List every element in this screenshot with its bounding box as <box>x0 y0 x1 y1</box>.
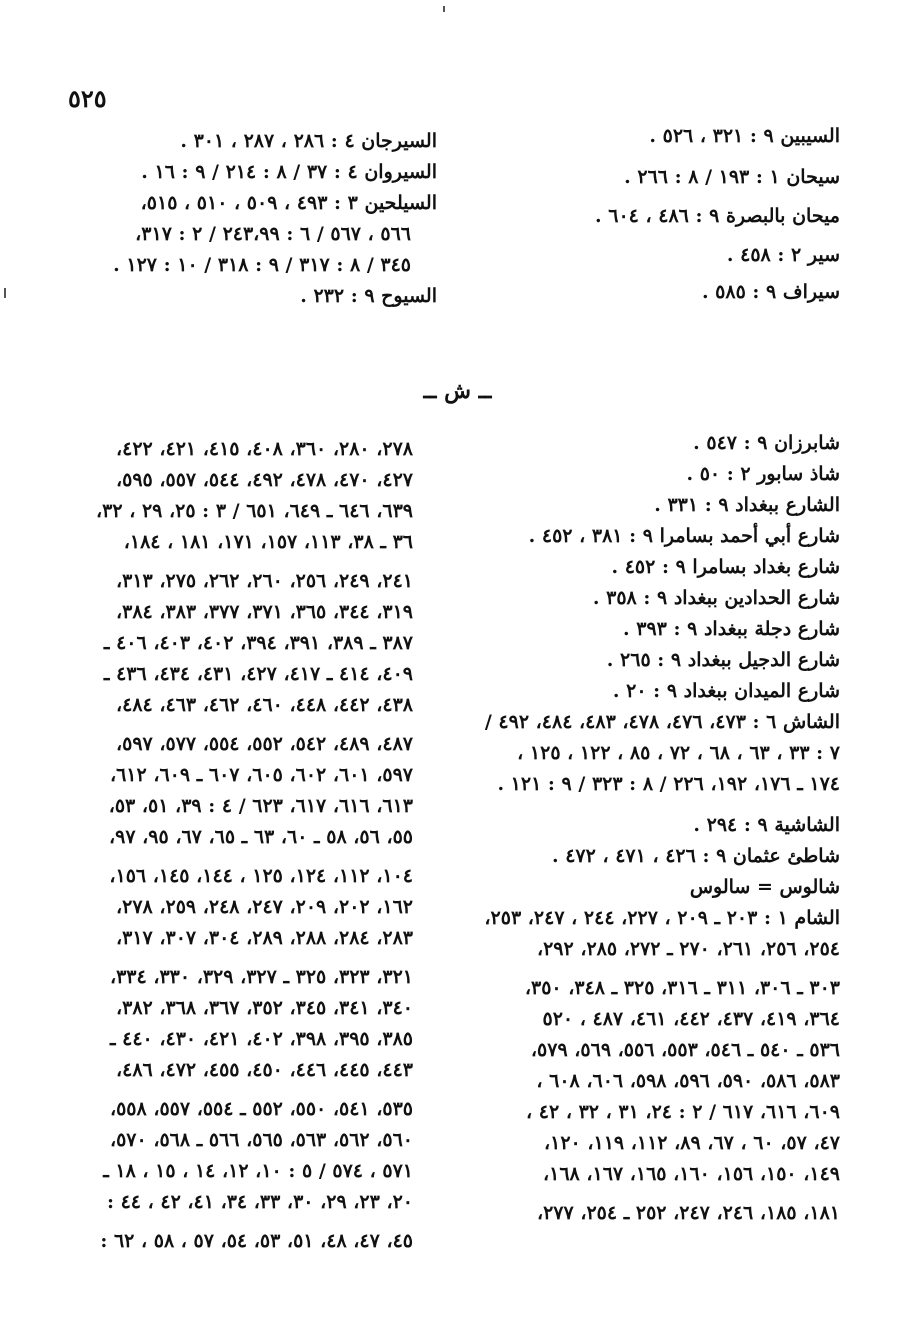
index-entry: شارع الحدادين ببغداد ٩ : ٣٥٨ . <box>592 587 840 609</box>
index-entry: السيبين ٩ : ٣٢١ ، ٥٢٦ . <box>649 125 840 147</box>
index-entry-continuation: ٥٣٦ ـ ٥٤٠ ـ ٥٤٦، ٥٥٣، ٥٥٦، ٥٦٩، ٥٧٩، <box>530 1039 840 1061</box>
index-entry-continuation: ٣٦٤، ٤١٩، ٤٣٧، ٤٤٢، ٤٦١، ٤٨٧ ، ٥٢٠ <box>542 1008 840 1030</box>
index-entry-continuation: ٢٠، ٢٣، ٢٩، ٣٠، ٣٣، ٣٤، ٤١، ٤٢ ، ٤٤ : <box>106 1191 413 1213</box>
index-entry: شارع الميدان ببغداد ٩ : ٢٠ . <box>612 680 840 702</box>
index-entry: شارع أبي أحمد بسامرا ٩ : ٣٨١ ، ٤٥٢ . <box>528 525 840 547</box>
index-entry-continuation: ١٤٩، ١٥٠، ١٥٦، ١٦٠، ١٦٥، ١٦٧، ١٦٨، <box>542 1163 840 1185</box>
index-entry-continuation: ٢٧٨، ٢٨٠، ٣٦٠، ٤٠٨، ٤١٥، ٤٢١، ٤٢٢، <box>115 438 413 460</box>
top-left-column <box>77 126 437 312</box>
index-entry-continuation: ١٦٢، ٢٠٢، ٢٠٩، ٢٤٧، ٢٤٨، ٢٥٩، ٢٧٨، <box>115 896 413 918</box>
scan-mark <box>443 6 445 12</box>
index-entry-continuation: ١٨١، ١٨٥، ٢٤٦، ٢٤٧، ٢٥٢ ـ ٢٥٤، ٢٧٧، <box>536 1202 840 1224</box>
index-entry-continuation: ٢٥٤، ٢٥٦، ٢٦١، ٢٧٠ ـ ٢٧٢، ٢٨٥، ٢٩٢، <box>536 938 840 960</box>
index-entry-continuation: ٣٦ ـ ٣٨، ١١٣، ١٥٧، ١٧١، ١٨١ ، ١٨٤، <box>123 531 413 553</box>
index-entry-continuation: ٥٨٣، ٥٨٦، ٥٩٠، ٥٩٦، ٥٩٨، ٦٠٦، ٦٠٨ ، <box>536 1070 840 1092</box>
index-entry-continuation: ٣٨٧ ـ ٣٨٩، ٣٩١، ٣٩٤، ٤٠٢، ٤٠٣، ٤٠٦ ـ <box>103 632 413 654</box>
index-entry-continuation: ٢٨٣، ٢٨٤، ٢٨٨، ٢٨٩، ٣٠٤، ٣٠٧، ٣١٧، <box>115 927 413 949</box>
index-entry-continuation: ٢٤١، ٢٤٩، ٢٥٦، ٢٦٠، ٢٦٢، ٢٧٥، ٣١٣، <box>115 570 413 592</box>
page-number: ٥٢٥ <box>68 84 107 113</box>
index-entry: السيروان ٤ : ٣٧ / ٨ : ٢١٤ / ٩ : ١٦ . <box>141 161 437 183</box>
index-entry-continuation: ٧ : ٣٣ ، ٦٣ ، ٦٨ ، ٧٢ ، ٨٥ ، ١٢٢ ، ١٢٥ ، <box>517 742 840 764</box>
index-entry: شارع دجلة ببغداد ٩ : ٣٩٣ . <box>623 618 840 640</box>
index-entry-continuation: ٦٠٩، ٦١٦، ٦١٧ / ٢ : ٢٤، ٣١ ، ٣٢ ، ٤٢ ، <box>526 1101 840 1123</box>
index-entry: الشارع ببغداد ٩ : ٣٣١ . <box>654 494 840 516</box>
index-entry-continuation: ٤٠٩، ٤١٤ ـ ٤١٧، ٤٢٧، ٤٣١، ٤٣٤، ٤٣٦ ـ <box>103 663 413 685</box>
index-entry-continuation: ٤٥، ٤٧، ٤٨، ٥١، ٥٣، ٥٤، ٥٧ ، ٥٨ ، ٦٢ : <box>100 1230 413 1252</box>
index-entry: ميحان بالبصرة ٩ : ٤٨٦ ، ٦٠٤ . <box>595 205 840 227</box>
index-entry-continuation: ٣٠٣ ـ ٣٠٦، ٣١١ ـ ٣١٦، ٣٢٥ ـ ٣٤٨، ٣٥٠، <box>524 977 840 999</box>
index-entry: شاذ سابور ٢ : ٥٠ . <box>686 463 840 485</box>
index-entry-continuation: ٥٥، ٥٦، ٥٨ ـ ٦٠، ٦٣ ـ ٦٥، ٦٧، ٩٥، ٩٧، <box>108 826 413 848</box>
index-entry: سيراف ٩ : ٥٨٥ . <box>701 281 840 303</box>
index-entry: شاطئ عثمان ٩ : ٤٢٦ ، ٤٧١ ، ٤٧٢ . <box>551 845 840 867</box>
index-entry-continuation: ٥٧١ ، ٥٧٤ / ٥ : ١٠، ١٢، ١٤ ، ١٥ ، ١٨ ـ <box>103 1160 413 1182</box>
scan-mark <box>4 288 6 298</box>
index-entry-continuation: ٣٤٥ / ٨ : ٣١٧ / ٩ : ٣١٨ / ١٠ : ١٢٧ . <box>113 254 411 276</box>
index-entry-continuation: ٣٢١، ٣٢٣، ٣٢٥ ـ ٣٢٧، ٣٢٩، ٣٣٠، ٣٣٤، <box>109 966 413 988</box>
index-entry: شارع الدجيل ببغداد ٩ : ٢٦٥ . <box>606 649 840 671</box>
index-entry-continuation: ٥٣٥، ٥٤١، ٥٥٠، ٥٥٢ ـ ٥٥٤، ٥٥٧، ٥٥٨، <box>109 1098 413 1120</box>
index-entry: سير ٢ : ٤٥٨ . <box>726 244 840 266</box>
index-entry-continuation: ٣٤٠، ٣٤١، ٣٤٥، ٣٥٢، ٣٦٧، ٣٦٨، ٣٨٢، <box>115 997 413 1019</box>
index-entry-continuation: ٤٤٣، ٤٤٥، ٤٤٦، ٤٥٠، ٤٥٥، ٤٧٢، ٤٨٦، <box>115 1059 413 1081</box>
index-entry: شالوس = سالوس <box>689 876 840 898</box>
index-entry-continuation: ٤٧، ٥٧، ٦٠ ، ٦٧، ٨٩، ١١٢، ١١٩، ١٢٠، <box>544 1132 840 1154</box>
index-entry: الشاشية ٩ : ٢٩٤ . <box>693 814 840 836</box>
index-entry-continuation: ٤٨٧، ٤٨٩، ٥٤٢، ٥٥٢، ٥٥٤، ٥٧٧، ٥٩٧، <box>115 733 413 755</box>
index-entry-continuation: ٤٢٧، ٤٧٠، ٤٧٨، ٤٩٢، ٥٤٤، ٥٥٧، ٥٩٥، <box>115 469 413 491</box>
index-entry-continuation: ٦٣٩، ٦٤٦ ـ ٦٤٩، ٦٥١ / ٣ : ٢٥، ٢٩ ، ٣٢، <box>96 500 413 522</box>
index-entry: السيوح ٩ : ٢٣٢ . <box>300 285 437 307</box>
index-entry: السيرجان ٤ : ٢٨٦ ، ٢٨٧ ، ٣٠١ . <box>180 130 437 152</box>
index-entry: شارع بغداد بسامرا ٩ : ٤٥٢ . <box>611 556 840 578</box>
index-entry-continuation: ٣١٩، ٣٤٤، ٣٦٥، ٣٧١، ٣٧٧، ٣٨٣، ٣٨٤، <box>115 601 413 623</box>
bottom-right-column <box>480 428 840 1229</box>
index-entry: السيلحين ٣ : ٤٩٣ ، ٥٠٩ ، ٥١٠ ، ٥١٥، <box>140 192 437 214</box>
index-entry: الشاش ٦ : ٤٧٣، ٤٧٦، ٤٧٨، ٤٨٣، ٤٨٤، ٤٩٢ / <box>484 711 840 733</box>
index-entry-continuation: ٦١٣، ٦١٦، ٦١٧، ٦٢٣ / ٤ : ٣٩، ٥١، ٥٣، <box>108 795 413 817</box>
index-entry-continuation: ٥٦٦ ، ٥٦٧ / ٦ : ٢٤٣،٩٩ / ٢ : ٣١٧، <box>135 223 411 245</box>
index-entry: الشام ١ : ٢٠٣ ـ ٢٠٩ ، ٢٢٧، ٢٤٤ ، ٢٤٧، ٢٥٣، <box>484 907 840 929</box>
index-entry: شابرزان ٩ : ٥٤٧ . <box>693 432 840 454</box>
index-entry-continuation: ١٧٤ ـ ١٧٦، ١٩٢، ٢٢٦ / ٨ : ٣٢٣ / ٩ : ١٢١ . <box>497 773 840 795</box>
index-entry-continuation: ٥٦٠، ٥٦٢، ٥٦٣، ٥٦٥، ٥٦٦ ـ ٥٦٨، ٥٧٠، <box>109 1129 413 1151</box>
index-entry-continuation: ٥٩٧، ٦٠١، ٦٠٢، ٦٠٥، ٦٠٧ ـ ٦٠٩، ٦١٢، <box>109 764 413 786</box>
index-entry-continuation: ١٠٤، ١١٢، ١٢٤، ١٢٥ ، ١٤٤، ١٤٥، ١٥٦، <box>109 865 413 887</box>
section-heading: ــ ش ــ <box>423 378 492 404</box>
index-entry-continuation: ٣٨٥، ٣٩٥، ٣٩٨، ٤٠٢، ٤٢١، ٤٣٠، ٤٤٠ ـ <box>109 1028 413 1050</box>
top-right-column <box>500 121 840 308</box>
index-entry: سيحان ١ : ١٩٣ / ٨ : ٢٦٦ . <box>624 166 840 188</box>
index-entry-continuation: ٤٣٨، ٤٤٢، ٤٤٨، ٤٦٠، ٤٦٢، ٤٦٣، ٤٨٤، <box>115 694 413 716</box>
bottom-left-column <box>68 434 413 1257</box>
